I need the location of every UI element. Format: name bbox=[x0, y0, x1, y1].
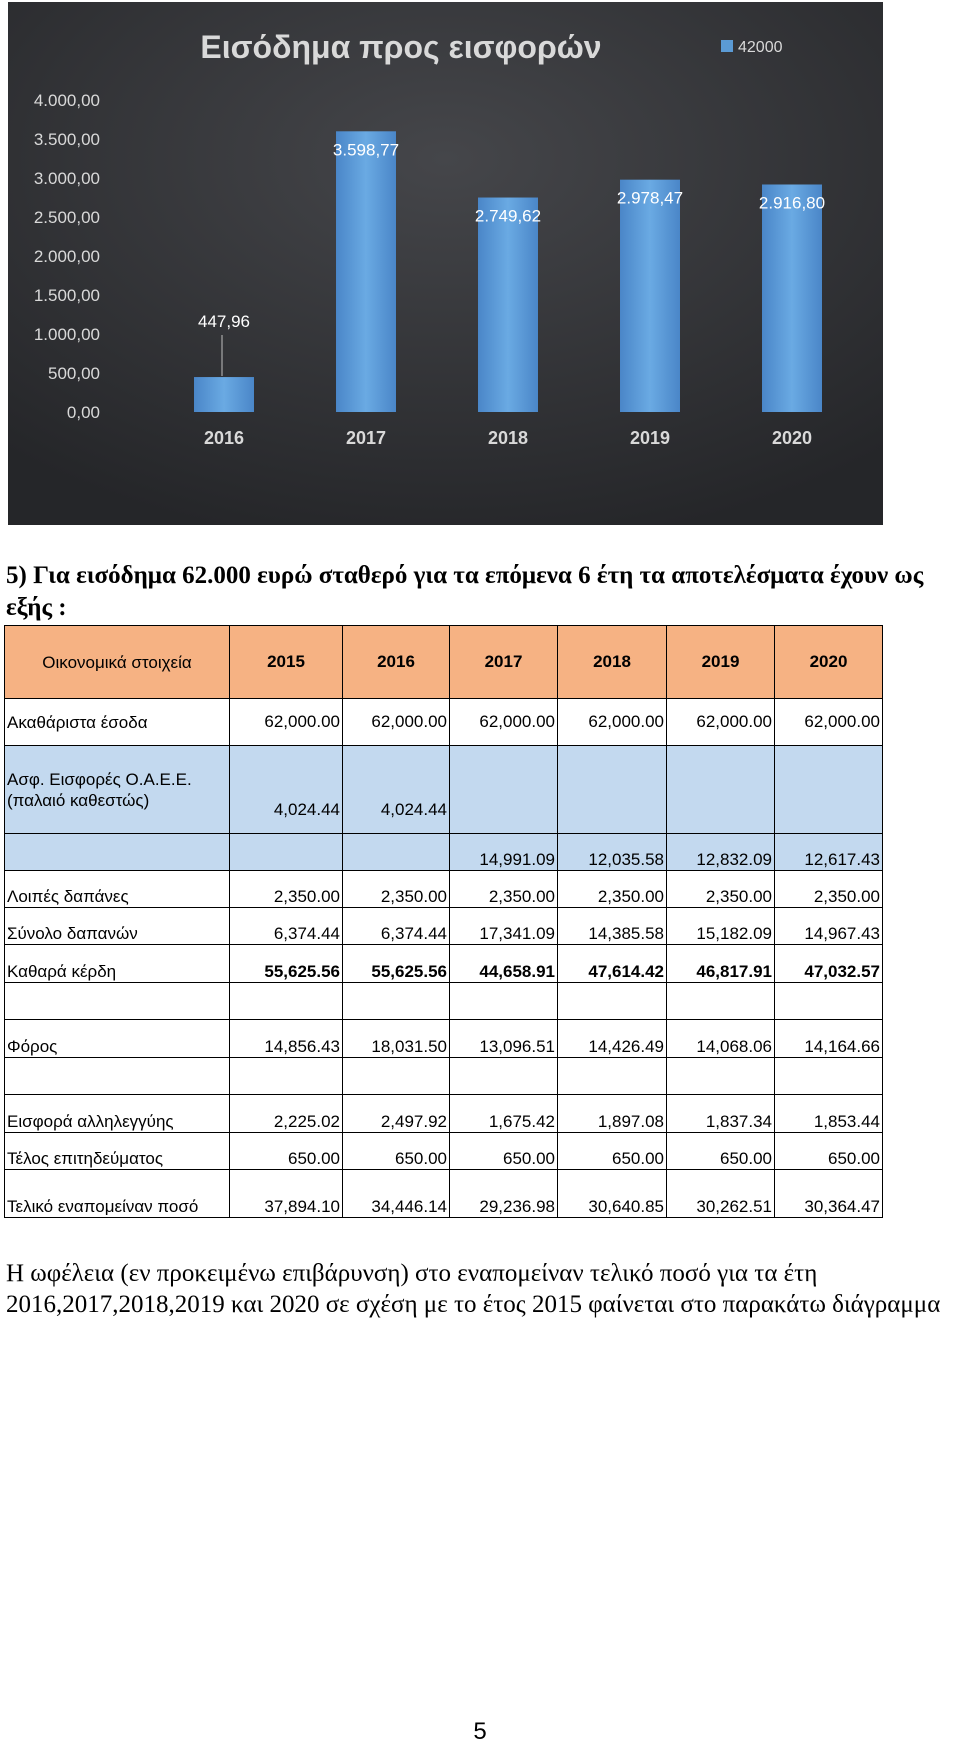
table-row bbox=[5, 746, 883, 834]
row-label: Τέλος επιτηδεύματος bbox=[5, 1133, 230, 1170]
year-header: 2020 bbox=[775, 626, 883, 699]
legend-label: 42000 bbox=[738, 39, 783, 56]
table-row bbox=[5, 699, 883, 746]
table-header-row bbox=[5, 626, 883, 699]
cell-value: 14,967.43 bbox=[775, 908, 883, 945]
cell-value: 2,350.00 bbox=[558, 871, 667, 908]
x-tick-label: 2020 bbox=[771, 428, 813, 448]
chart-background bbox=[8, 2, 883, 525]
cell-value: 14,991.09 bbox=[450, 834, 558, 871]
row-label bbox=[5, 834, 230, 871]
cell-value: 17,341.09 bbox=[450, 908, 558, 945]
data-label: 2.978,47 bbox=[616, 188, 684, 208]
row-label: Τελικό εναπομείναν ποσό bbox=[5, 1170, 230, 1218]
cell-value: 55,625.56 bbox=[230, 945, 343, 983]
cell-value: 55,625.56 bbox=[343, 945, 450, 983]
cell-value: 15,182.09 bbox=[667, 908, 775, 945]
cell-value: 2,350.00 bbox=[667, 871, 775, 908]
table-row bbox=[5, 908, 883, 945]
income-chart bbox=[8, 2, 883, 525]
data-label: 3.598,77 bbox=[332, 140, 400, 160]
cell-value: 4,024.44 bbox=[343, 746, 450, 834]
table-row bbox=[5, 871, 883, 908]
cell-value: 650.00 bbox=[775, 1133, 883, 1170]
y-tick-label: 3.000,00 bbox=[33, 169, 100, 188]
cell-value: 13,096.51 bbox=[450, 1020, 558, 1058]
cell-value bbox=[667, 746, 775, 834]
cell-value: 1,853.44 bbox=[775, 1095, 883, 1133]
cell-value bbox=[343, 834, 450, 871]
cell-value: 1,837.34 bbox=[667, 1095, 775, 1133]
cell-value: 30,640.85 bbox=[558, 1170, 667, 1218]
row-label: Ακαθάριστα έσοδα bbox=[5, 699, 230, 746]
cell-value: 14,385.58 bbox=[558, 908, 667, 945]
cell-value: 14,426.49 bbox=[558, 1020, 667, 1058]
cell-value: 34,446.14 bbox=[343, 1170, 450, 1218]
bar bbox=[194, 377, 254, 412]
data-label: 447,96 bbox=[198, 312, 250, 332]
cell-value: 62,000.00 bbox=[450, 699, 558, 746]
cell-value bbox=[230, 834, 343, 871]
cell-value: 2,350.00 bbox=[775, 871, 883, 908]
x-tick-label: 2017 bbox=[345, 428, 387, 448]
chart-svg bbox=[8, 2, 883, 525]
conclusion-text: Η ωφέλεια (εν προκειμένω επιβάρυνση) στο εναπομείναν τελικό ποσό για τα έτη 2016,2017,2018,2019 και 2020 σε σχέση με το έτος 2015 φαίνεται στο παρακάτω διάγραμμα bbox=[6, 1260, 941, 1318]
cell-value: 30,262.51 bbox=[667, 1170, 775, 1218]
table-spacer-row bbox=[5, 983, 883, 1020]
cell-value: 62,000.00 bbox=[230, 699, 343, 746]
y-tick-label: 2.500,00 bbox=[33, 208, 100, 227]
cell-value: 2,350.00 bbox=[343, 871, 450, 908]
y-tick-label: 4.000,00 bbox=[33, 91, 100, 110]
cell-value: 2,350.00 bbox=[230, 871, 343, 908]
row-label: Λοιπές δαπάνες bbox=[5, 871, 230, 908]
row-label: Σύνολο δαπανών bbox=[5, 908, 230, 945]
bar bbox=[336, 131, 396, 412]
y-tick-label: 2.000,00 bbox=[33, 247, 100, 266]
cell-value: 14,856.43 bbox=[230, 1020, 343, 1058]
legend-swatch bbox=[721, 40, 733, 52]
cell-value: 650.00 bbox=[667, 1133, 775, 1170]
cell-value: 2,497.92 bbox=[343, 1095, 450, 1133]
year-header: 2019 bbox=[667, 626, 775, 699]
cell-value: 18,031.50 bbox=[343, 1020, 450, 1058]
cell-value: 2,350.00 bbox=[450, 871, 558, 908]
year-header: 2015 bbox=[230, 626, 343, 699]
cell-value: 62,000.00 bbox=[343, 699, 450, 746]
bar bbox=[762, 184, 822, 412]
bar bbox=[620, 180, 680, 412]
row-label: Εισφορά αλληλεγγύης bbox=[5, 1095, 230, 1133]
year-header: 2017 bbox=[450, 626, 558, 699]
y-tick-label: 0,00 bbox=[66, 403, 100, 422]
table-row bbox=[5, 1095, 883, 1133]
cell-value: 46,817.91 bbox=[667, 945, 775, 983]
cell-value: 12,617.43 bbox=[775, 834, 883, 871]
cell-value: 37,894.10 bbox=[230, 1170, 343, 1218]
bar bbox=[478, 198, 538, 412]
cell-value: 29,236.98 bbox=[450, 1170, 558, 1218]
cell-value: 12,832.09 bbox=[667, 834, 775, 871]
y-tick-label: 3.500,00 bbox=[33, 130, 100, 149]
cell-value: 12,035.58 bbox=[558, 834, 667, 871]
cell-value: 650.00 bbox=[450, 1133, 558, 1170]
cell-value: 14,164.66 bbox=[775, 1020, 883, 1058]
data-label: 2.749,62 bbox=[474, 206, 542, 226]
x-tick-label: 2019 bbox=[629, 428, 671, 448]
cell-value: 650.00 bbox=[558, 1133, 667, 1170]
cell-value: 650.00 bbox=[343, 1133, 450, 1170]
year-header: 2016 bbox=[343, 626, 450, 699]
section-heading: 5) Για εισόδημα 62.000 ευρώ σταθερό για τα επόμενα 6 έτη τα αποτελέσματα έχουν ως εξής : bbox=[6, 562, 924, 621]
y-tick-label: 1.500,00 bbox=[33, 286, 100, 305]
chart-title: Εισόδημα προς εισφορών bbox=[200, 29, 602, 65]
cell-value: 2,225.02 bbox=[230, 1095, 343, 1133]
cell-value bbox=[558, 746, 667, 834]
row-label: Ασφ. Εισφορές Ο.Α.Ε.Ε. (παλαιό καθεστώς) bbox=[5, 746, 230, 834]
cell-value: 1,675.42 bbox=[450, 1095, 558, 1133]
table-row bbox=[5, 1020, 883, 1058]
cell-value: 650.00 bbox=[230, 1133, 343, 1170]
cell-value: 14,068.06 bbox=[667, 1020, 775, 1058]
page-number: 5 bbox=[473, 1718, 487, 1745]
y-tick-label: 1.000,00 bbox=[33, 325, 100, 344]
cell-value: 4,024.44 bbox=[230, 746, 343, 834]
y-tick-label: 500,00 bbox=[48, 364, 100, 383]
cell-value: 62,000.00 bbox=[558, 699, 667, 746]
cell-value: 62,000.00 bbox=[667, 699, 775, 746]
cell-value: 47,614.42 bbox=[558, 945, 667, 983]
cell-value bbox=[450, 746, 558, 834]
cell-value: 44,658.91 bbox=[450, 945, 558, 983]
x-tick-label: 2016 bbox=[203, 428, 245, 448]
cell-value: 6,374.44 bbox=[230, 908, 343, 945]
header-label: Οικονομικά στοιχεία bbox=[5, 626, 230, 699]
cell-value: 62,000.00 bbox=[775, 699, 883, 746]
data-label: 2.916,80 bbox=[758, 193, 826, 213]
table-row bbox=[5, 834, 883, 871]
table-row bbox=[5, 1133, 883, 1170]
row-label: Φόρος bbox=[5, 1020, 230, 1058]
cell-value: 1,897.08 bbox=[558, 1095, 667, 1133]
cell-value bbox=[775, 746, 883, 834]
table-row bbox=[5, 1170, 883, 1218]
table-row bbox=[5, 945, 883, 983]
x-tick-label: 2018 bbox=[487, 428, 529, 448]
cell-value: 30,364.47 bbox=[775, 1170, 883, 1218]
row-label: Καθαρά κέρδη bbox=[5, 945, 230, 983]
cell-value: 6,374.44 bbox=[343, 908, 450, 945]
cell-value: 47,032.57 bbox=[775, 945, 883, 983]
financial-table bbox=[4, 625, 883, 1218]
table-spacer-row bbox=[5, 1058, 883, 1095]
year-header: 2018 bbox=[558, 626, 667, 699]
